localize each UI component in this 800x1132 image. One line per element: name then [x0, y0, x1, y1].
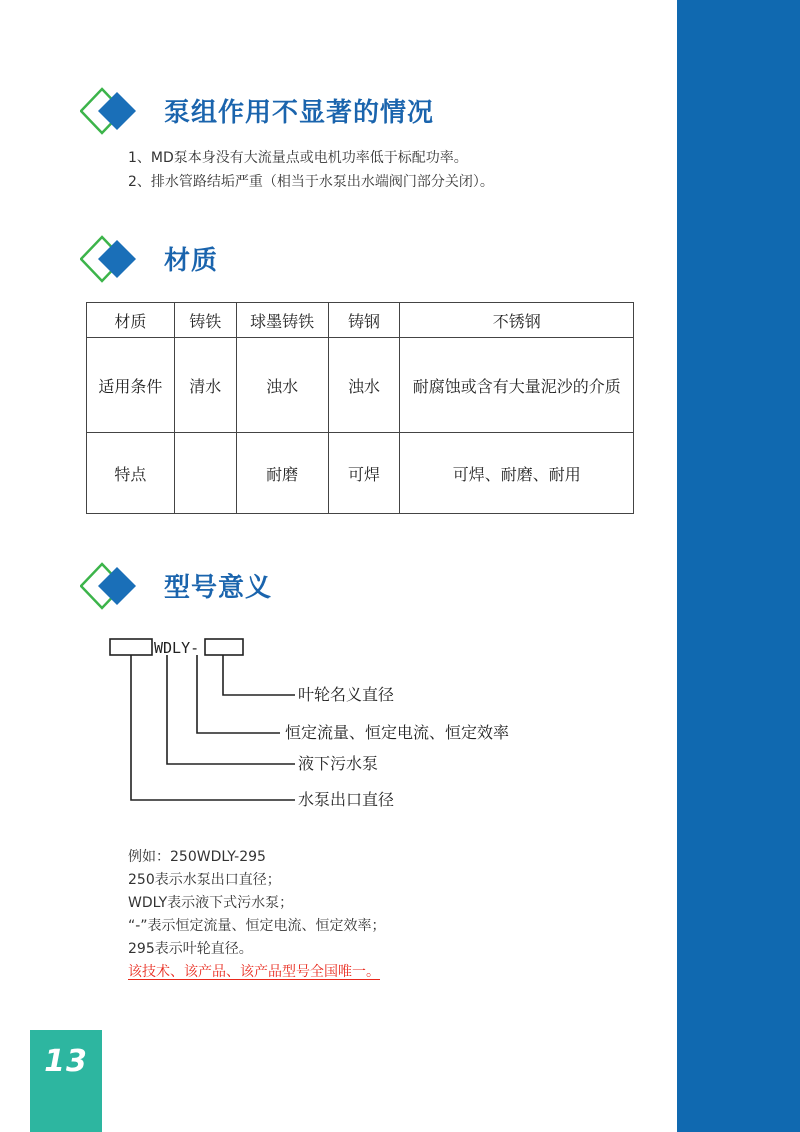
diagram-label: 水泵出口直径 — [298, 790, 395, 809]
example-line: 例如：250WDLY-295 — [128, 849, 266, 865]
table-header-row — [87, 303, 634, 338]
example-block — [128, 846, 386, 984]
example-line: 250表示水泵出口直径； — [128, 872, 281, 888]
table-header-cell: 球墨铸铁 — [236, 303, 328, 338]
diagram-label: 液下污水泵 — [298, 754, 379, 773]
table-cell: 可焊、耐磨、耐用 — [400, 433, 634, 514]
table-header-cell: 材质 — [87, 303, 175, 338]
impeller-diameter-box — [205, 639, 243, 655]
table-cell: 适用条件 — [87, 338, 175, 433]
table-cell: 浊水 — [236, 338, 328, 433]
model-code-diagram — [105, 630, 565, 820]
diagram-label: 恒定流量、恒定电流、恒定效率 — [285, 723, 510, 742]
page-number: 13 — [44, 1044, 88, 1079]
diagram-label: 叶轮名义直径 — [298, 685, 395, 704]
table-cell: 耐腐蚀或含有大量泥沙的介质 — [400, 338, 634, 433]
page-number-tab — [30, 1030, 102, 1132]
table-row — [87, 338, 634, 433]
list-item: 2、排水管路结垢严重（相当于水泵出水端阀门部分关闭）。 — [128, 174, 494, 190]
section-title: 型号意义 — [164, 573, 273, 603]
condition-list — [128, 146, 494, 194]
diamond-bullet-icon — [80, 561, 140, 611]
table-header-cell: 铸钢 — [328, 303, 400, 338]
list-item: 1、MD泵本身没有大流量点或电机功率低于标配功率。 — [128, 150, 468, 166]
diamond-bullet-icon — [80, 86, 140, 136]
example-line: 295表示叶轮直径。 — [128, 941, 253, 957]
table-cell: 浊水 — [328, 338, 400, 433]
table-header-cell: 铸铁 — [174, 303, 236, 338]
table-cell: 可焊 — [328, 433, 400, 514]
section-title: 材质 — [164, 246, 219, 276]
table-cell — [174, 433, 236, 514]
table-cell: 清水 — [174, 338, 236, 433]
model-code-text: WDLY- — [154, 639, 200, 657]
example-line: “-”表示恒定流量、恒定电流、恒定效率； — [128, 918, 386, 934]
sidebar-bar — [677, 0, 800, 1132]
highlight-note: 该技术、该产品、该产品型号全国唯一。 — [128, 964, 380, 980]
table-cell: 特点 — [87, 433, 175, 514]
outlet-diameter-box — [110, 639, 152, 655]
table-row — [87, 433, 634, 514]
example-line: WDLY表示液下式污水泵； — [128, 895, 294, 911]
material-table — [86, 302, 634, 514]
section-title: 泵组作用不显著的情况 — [164, 98, 435, 128]
diamond-bullet-icon — [80, 234, 140, 284]
table-cell: 耐磨 — [236, 433, 328, 514]
table-header-cell: 不锈钢 — [400, 303, 634, 338]
